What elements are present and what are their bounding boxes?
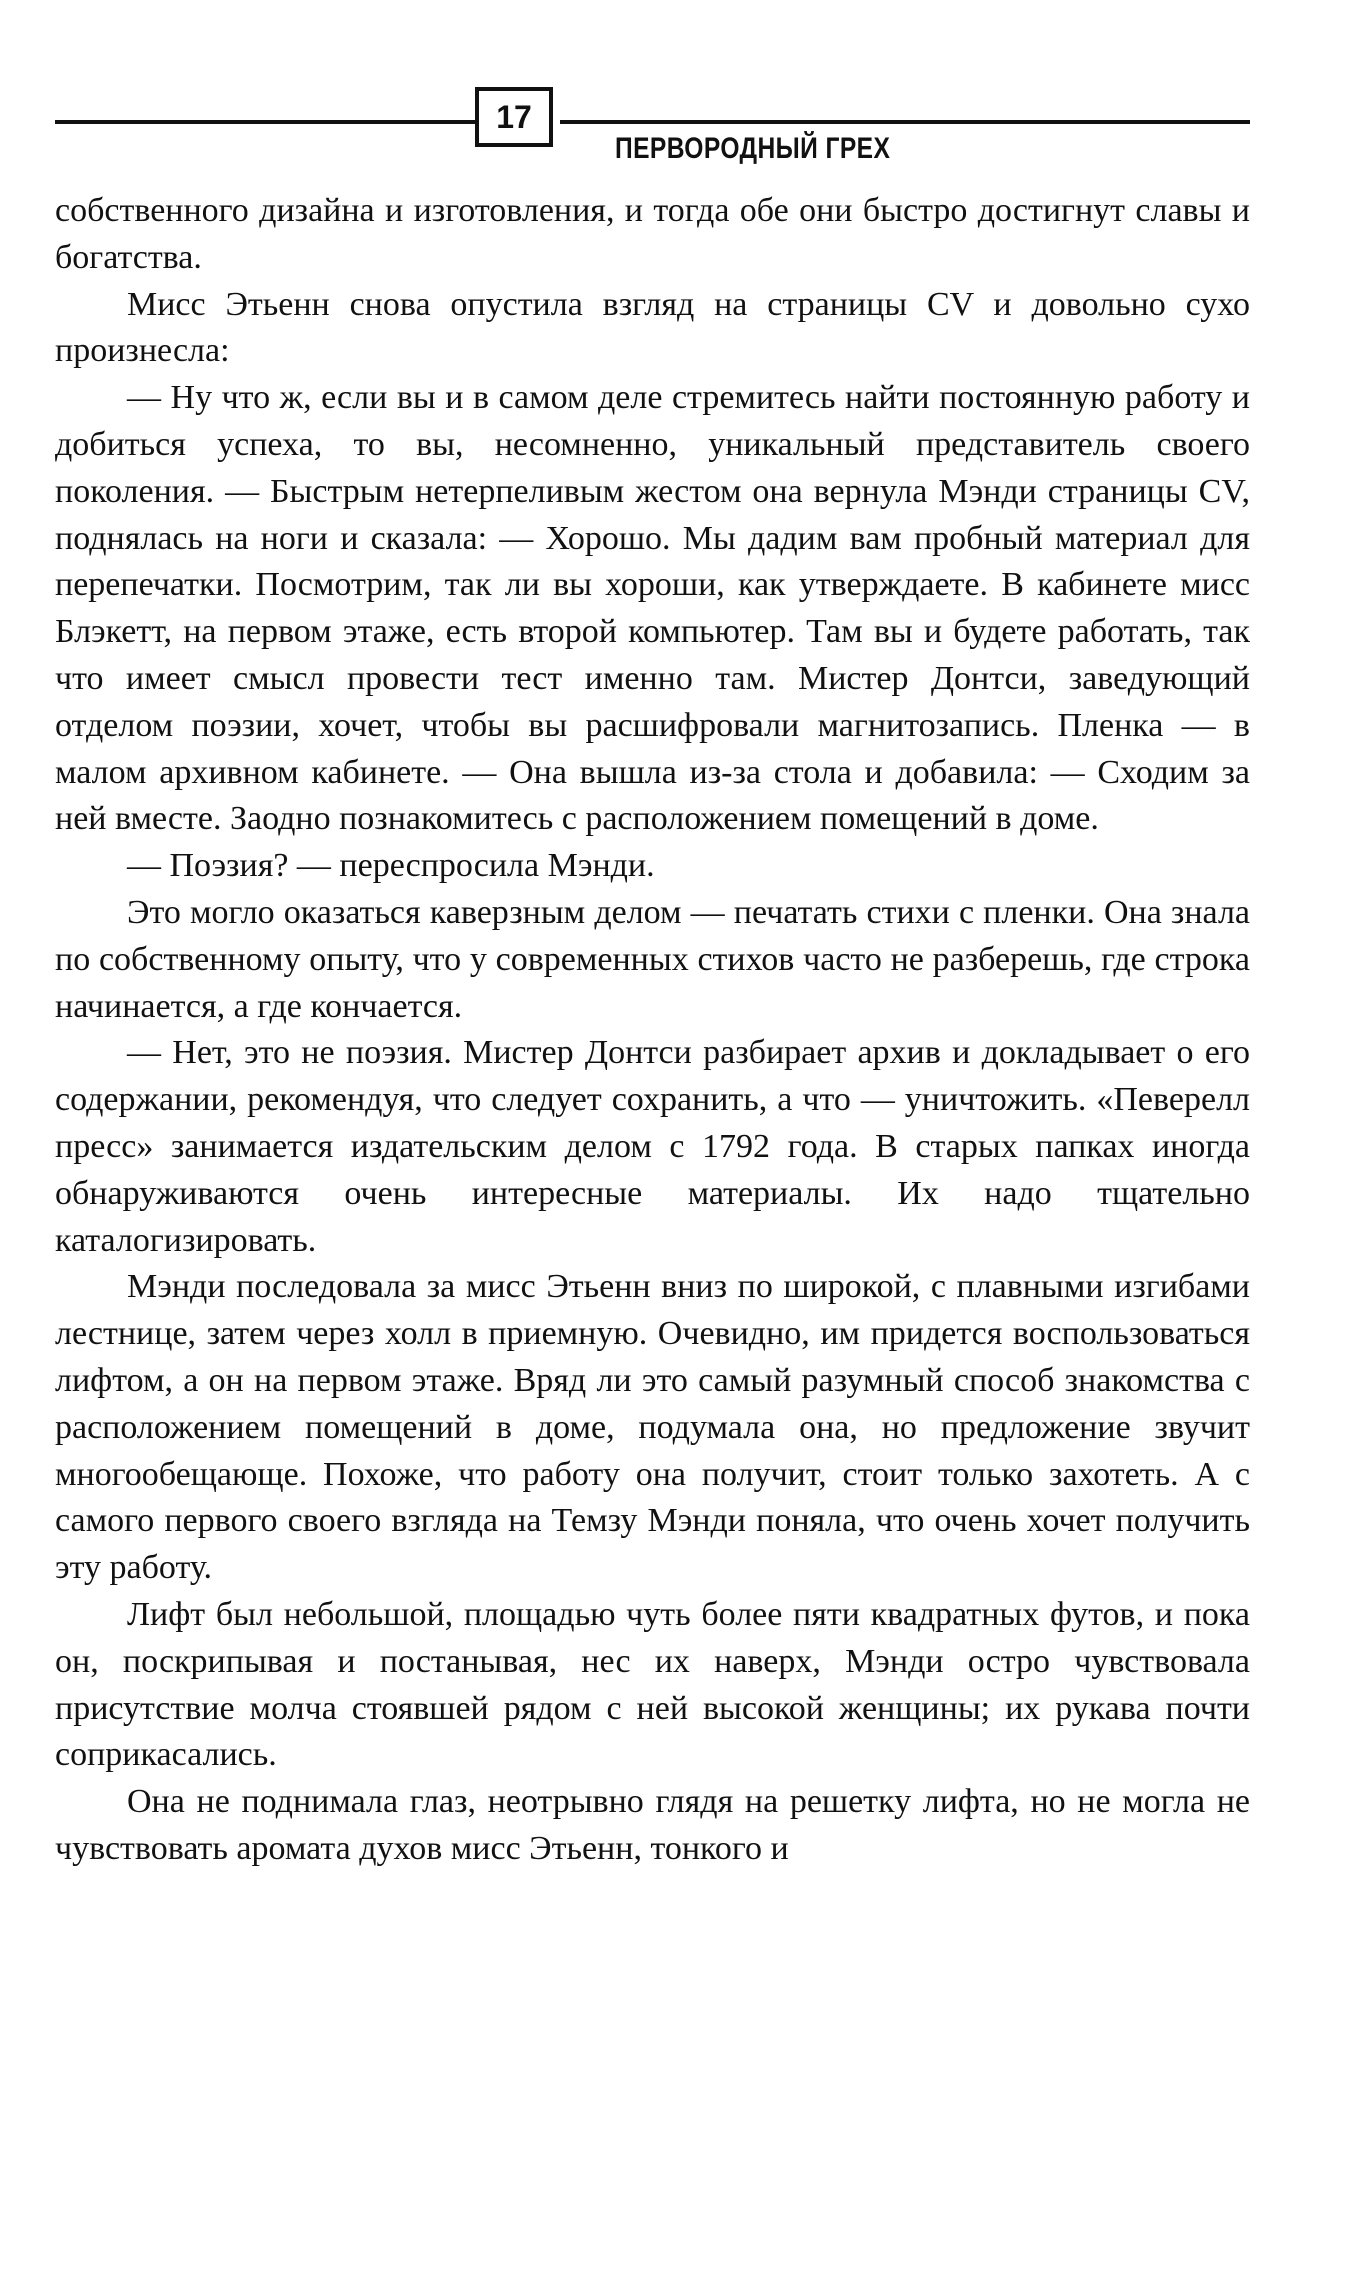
page-number: 17 xyxy=(475,87,553,147)
header-rule-right xyxy=(560,120,1250,124)
paragraph: — Поэзия? — переспросила Мэнди. xyxy=(127,847,655,885)
paragraph: Лифт был небольшой, площадью чуть более пяти квадратных футов, и пока он, поскрипывая и постанывая, нес их наверх, Мэнди остро чувствовала присутствие молча стоявшей рядом с ней высокой женщины; их рукава почти соприкасались. xyxy=(55,1595,1250,1774)
paragraph: собственного дизайна и изготовления, и тогда обе они быстро достигнут славы и богатства. xyxy=(55,192,1250,276)
book-title: ПЕРВОРОДНЫЙ ГРЕХ xyxy=(615,132,891,165)
body-text xyxy=(55,188,1250,1873)
running-header xyxy=(55,82,1250,172)
paragraph: Она не поднимала глаз, неотрывно глядя на решетку лифта, но не могла не чувствовать аромата духов мисс Этьенн, тонкого и xyxy=(55,1783,1250,1867)
paragraph: Мэнди последовала за мисс Этьенн вниз по широкой, с плавными изгибами лестнице, затем через холл в приемную. Очевидно, им придется воспользоваться лифтом, а он на первом этаже. Вряд ли это самый разумный способ знакомства с расположением помещений в доме, подумала она, но предложение звучит многообещающе. Похоже, что работу она получит, стоит только захотеть. А с самого первого своего взгляда на Темзу Мэнди поняла, что очень хочет получить эту работу. xyxy=(55,1268,1250,1587)
paragraph: Это могло оказаться каверзным делом — печатать стихи с пленки. Она знала по собственному опыту, что у современных стихов часто не разберешь, где строка начинается, а где кончается. xyxy=(55,893,1250,1025)
paragraph: Мисс Этьенн снова опустила взгляд на страницы CV и довольно сухо произнесла: xyxy=(55,285,1250,370)
header-rule-left xyxy=(55,120,475,124)
paragraph: — Ну что ж, если вы и в самом деле стремитесь найти постоянную работу и добиться успеха, то вы, несомненно, уникальный представитель своего поколения. — Быстрым нетерпеливым жестом она вернула Мэнди страницы CV, поднялась на ноги и сказала: — Хорошо. Мы дадим вам пробный материал для перепечатки. Посмотрим, так ли вы хороши, как утверждаете. В кабинете мисс Блэкетт, на первом этаже, есть второй компьютер. Там вы и будете работать, так что имеет смысл провести тест именно там. Мистер Донтси, заведующий отделом поэзии, хочет, чтобы вы расшифровали магнитозапись. Пленка — в малом архивном кабинете. — Она вышла из-за стола и добавила: — Сходим за ней вместе. Заодно познакомитесь с расположением помещений в доме. xyxy=(55,379,1250,838)
paragraph: — Нет, это не поэзия. Мистер Донтси разбирает архив и докладывает о его содержании, рекомендуя, что следует сохранить, а что — уничтожить. «Певерелл пресс» занимается издательским делом с 1792 года. В старых папках иногда обнаруживаются очень интересные материалы. Их надо тщательно каталогизировать. xyxy=(55,1034,1250,1259)
